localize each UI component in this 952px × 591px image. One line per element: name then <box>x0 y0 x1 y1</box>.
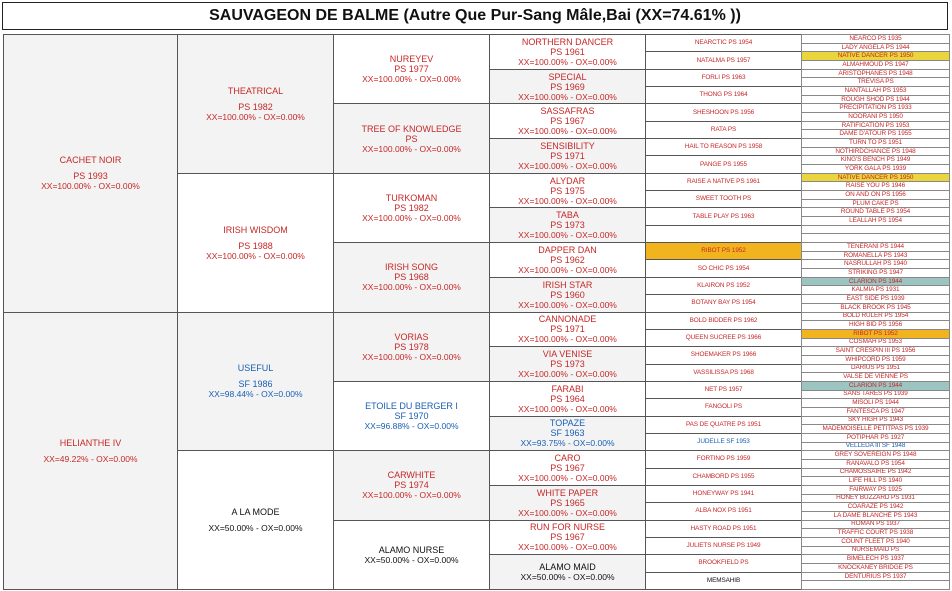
ancestor-label: JUDELLE SF 1953 <box>697 438 750 446</box>
ancestor-label: COARAZE PS 1942 <box>847 503 904 511</box>
ancestor-label: TURN TO PS 1951 <box>849 138 902 146</box>
horse-blood-line: XX=100.00% - OX=0.00% <box>362 143 461 154</box>
horse-breed-year: PS 1978 <box>394 341 429 352</box>
horse-blood-line: XX=100.00% - OX=0.00% <box>518 56 617 67</box>
ancestor-cell-gen3 <box>333 103 490 173</box>
horse-breed-year: PS 1973 <box>550 359 585 370</box>
ancestor-cell-gen4 <box>489 34 646 70</box>
ancestor-label: WHIPCORD PS 1959 <box>845 355 906 363</box>
ancestor-label: SWEET TOOTH PS <box>695 195 752 203</box>
horse-blood-line: XX=100.00% - OX=0.00% <box>518 230 617 241</box>
ancestor-cell-gen5 <box>645 537 802 555</box>
ancestor-label: VELLEDA III SF 1948 <box>845 442 906 450</box>
ancestor-cell-gen4 <box>489 69 646 105</box>
ancestor-cell-gen5 <box>645 242 802 260</box>
horse-name: NORTHERN DANCER <box>521 36 614 47</box>
ancestor-label: YORK GALA PS 1939 <box>844 164 907 172</box>
ancestor-label: RAISE A NATIVE PS 1961 <box>687 177 760 185</box>
ancestor-cell-gen4 <box>489 138 646 174</box>
ancestor-cell-gen4 <box>489 520 646 556</box>
ancestor-cell-gen4 <box>489 173 646 209</box>
horse-breed-year: PS 1962 <box>550 254 585 265</box>
ancestor-label: PANGE PS 1955 <box>700 160 747 168</box>
ancestor-cell-gen5 <box>645 346 802 364</box>
horse-name: SENSIBILITY <box>540 140 595 151</box>
horse-name: FARABI <box>551 383 584 394</box>
ancestor-cell-gen5 <box>645 155 802 173</box>
horse-breed-year: SF 1986 <box>238 379 273 390</box>
ancestor-label: DARIUS PS 1951 <box>850 364 901 372</box>
ancestor-label: BLACK BROOK PS 1945 <box>840 303 911 311</box>
ancestor-label: SANS TARES PS 1939 <box>843 390 908 398</box>
ancestor-cell-gen5 <box>645 138 802 156</box>
horse-name: THEATRICAL <box>227 85 284 96</box>
ancestor-label: DENTURIUS PS 1937 <box>844 572 907 580</box>
ancestor-label: FORTINO PS 1959 <box>696 455 751 463</box>
ancestor-cell-gen4 <box>489 103 646 139</box>
ancestor-label: SHESHOON PS 1956 <box>692 108 755 116</box>
ancestor-label: NATALMA PS 1957 <box>696 56 751 64</box>
horse-name: CANNONADE <box>538 314 597 325</box>
ancestor-cell-gen5 <box>645 520 802 538</box>
horse-name: TURKOMAN <box>385 192 438 203</box>
horse-blood-line: XX=100.00% - OX=0.00% <box>518 91 617 102</box>
horse-blood-line: XX=100.00% - OX=0.00% <box>518 126 617 137</box>
horse-name: IRISH WISDOM <box>223 224 288 235</box>
horse-blood-line: XX=100.00% - OX=0.00% <box>362 212 461 223</box>
horse-blood-line: XX=100.00% - OX=0.00% <box>362 490 461 501</box>
ancestor-label: TRAFFIC COURT PS 1938 <box>837 529 914 537</box>
horse-breed-year: PS 1974 <box>394 480 429 491</box>
ancestor-cell-gen5 <box>645 259 802 277</box>
horse-name: SPECIAL <box>548 71 587 82</box>
ancestor-label: NURSEMAID PS <box>851 546 900 554</box>
ancestor-cell-gen4 <box>489 277 646 313</box>
ancestor-label: VASSILISSA PS 1968 <box>693 368 754 376</box>
ancestor-cell-gen5 <box>645 34 802 52</box>
horse-name: ALYDAR <box>549 175 586 186</box>
ancestor-label: PLUM CAKE PS <box>852 199 899 207</box>
ancestor-cell-gen5 <box>645 225 802 243</box>
ancestor-label: ROMAN PS 1937 <box>851 520 900 528</box>
ancestor-label: TENERANI PS 1944 <box>846 242 904 250</box>
ancestor-cell-gen3 <box>333 173 490 243</box>
ancestor-label: NANTALLAH PS 1953 <box>844 86 907 94</box>
horse-name: NUREYEV <box>389 54 434 65</box>
horse-blood-line: XX=50.00% - OX=0.00% <box>520 572 615 583</box>
ancestor-label: LEALLAH PS 1954 <box>849 216 902 224</box>
ancestor-label: STRIKING PS 1947 <box>848 268 903 276</box>
horse-breed-year: PS 1967 <box>550 116 585 127</box>
horse-blood-line: XX=100.00% - OX=0.00% <box>518 299 617 310</box>
horse-name: VORIAS <box>394 331 429 342</box>
horse-name: ALAMO MAID <box>539 562 596 573</box>
ancestor-cell-gen5 <box>645 103 802 121</box>
horse-breed-year: PS 1964 <box>550 393 585 404</box>
ancestor-label: SAINT CRESPIN III PS 1956 <box>835 347 916 355</box>
ancestor-cell-gen3 <box>333 450 490 520</box>
ancestor-cell-gen2 <box>177 173 334 313</box>
horse-breed-year: PS <box>405 133 418 144</box>
ancestor-label: PRECIPITATION PS 1933 <box>839 104 912 112</box>
horse-name: USEFUL <box>237 363 274 374</box>
horse-blood-line: XX=100.00% - OX=0.00% <box>518 542 617 553</box>
ancestor-label: HASTY ROAD PS 1951 <box>690 524 757 532</box>
horse-blood-line: XX=93.75% - OX=0.00% <box>520 438 615 449</box>
ancestor-cell-gen5 <box>645 364 802 382</box>
ancestor-cell-gen2 <box>177 34 334 174</box>
ancestor-cell-gen5 <box>645 121 802 139</box>
ancestor-cell-gen4 <box>489 207 646 243</box>
ancestor-label: DAME D'ATOUR PS 1955 <box>839 130 912 138</box>
ancestor-cell-gen5 <box>645 433 802 451</box>
ancestor-label: NEARCO PS 1935 <box>849 34 902 42</box>
horse-blood-line: XX=100.00% - OX=0.00% <box>518 264 617 275</box>
ancestor-cell-gen4 <box>489 381 646 417</box>
ancestor-label: QUEEN SUCREE PS 1966 <box>685 334 762 342</box>
ancestor-label: NASRULLAH PS 1940 <box>844 260 907 268</box>
ancestor-label: EAST SIDE PS 1939 <box>846 295 905 302</box>
ancestor-label: ROMANELLA PS 1943 <box>843 251 908 259</box>
horse-blood-line: XX=100.00% - OX=0.00% <box>518 334 617 345</box>
ancestor-label: THONG PS 1964 <box>699 91 748 99</box>
ancestor-cell-gen5 <box>645 450 802 468</box>
ancestor-cell-gen4 <box>489 312 646 348</box>
ancestor-cell-gen5 <box>645 398 802 416</box>
ancestor-label: LADY ANGELA PS 1944 <box>841 43 910 51</box>
ancestor-label: FANTESCA PS 1947 <box>846 407 905 415</box>
ancestor-cell-gen2 <box>177 450 334 590</box>
ancestor-cell-gen5 <box>645 416 802 434</box>
ancestor-cell-gen5 <box>645 277 802 295</box>
ancestor-cell-gen4 <box>489 242 646 278</box>
ancestor-label: TREVISA PS <box>857 78 894 86</box>
ancestor-label: RATA PS <box>710 125 737 133</box>
ancestor-label: ALMAHMOUD PS 1947 <box>842 60 909 68</box>
ancestor-label: MEMSAHIB <box>706 576 741 584</box>
ancestor-label: HIGH BID PS 1956 <box>848 321 903 329</box>
ancestor-label: VALSE DE VIENNE PS <box>843 373 908 381</box>
horse-name: SASSAFRAS <box>540 106 595 117</box>
ancestor-label: HONEY BUZZARD PS 1931 <box>836 494 915 502</box>
ancestor-label: TABLE PLAY PS 1963 <box>692 212 755 220</box>
horse-name: HELIANTHE IV <box>59 437 122 448</box>
ancestor-label: ARISTOPHANES PS 1948 <box>838 69 913 77</box>
ancestor-label: ON AND ON PS 1956 <box>845 190 906 198</box>
horse-breed-year: PS 1967 <box>550 532 585 543</box>
ancestor-label: RIBOT PS 1952 <box>701 247 746 255</box>
ancestor-label: FAIRWAY PS 1925 <box>849 485 902 493</box>
horse-breed-year: PS 1960 <box>550 289 585 300</box>
ancestor-cell-gen5 <box>645 294 802 312</box>
horse-breed-year: PS 1975 <box>550 185 585 196</box>
horse-breed-year: SF 1970 <box>394 411 429 422</box>
horse-blood-line: XX=100.00% - OX=0.00% <box>362 282 461 293</box>
horse-name: ALAMO NURSE <box>378 544 445 555</box>
ancestor-label: KALMIA PS 1931 <box>851 286 900 294</box>
ancestor-label: KING'S BENCH PS 1949 <box>840 156 911 164</box>
ancestor-cell-gen5 <box>645 381 802 399</box>
ancestor-label: BOLD RULER PS 1954 <box>842 312 909 320</box>
ancestor-cell-gen5 <box>645 312 802 330</box>
ancestor-cell-gen6 <box>801 580 950 590</box>
horse-breed-year: PS 1973 <box>550 220 585 231</box>
ancestor-label: SO CHIC PS 1954 <box>697 264 750 272</box>
ancestor-label: CLARION PS 1944 <box>848 277 903 285</box>
horse-blood-line: XX=100.00% - OX=0.00% <box>41 181 140 192</box>
ancestor-label: PAS DE QUATRE PS 1951 <box>685 420 762 428</box>
ancestor-label: NOTHIRDCHANCE PS 1948 <box>835 147 916 155</box>
horse-name: TOPAZE <box>549 418 586 429</box>
ancestor-cell-gen3 <box>333 520 490 590</box>
ancestor-cell-gen5 <box>645 86 802 104</box>
horse-name: TABA <box>556 210 579 221</box>
ancestor-label: BOTANY BAY PS 1954 <box>691 299 756 307</box>
horse-breed-year: PS 1971 <box>550 150 585 161</box>
ancestor-label: HAIL TO REASON PS 1958 <box>684 143 763 151</box>
horse-breed-year: PS 1968 <box>394 272 429 283</box>
ancestor-cell-gen3 <box>333 381 490 451</box>
ancestor-label: POTIPHAR PS 1927 <box>846 433 905 441</box>
horse-name: CARO <box>554 453 581 464</box>
horse-name: RUN FOR NURSE <box>529 522 605 533</box>
horse-blood-line: XX=100.00% - OX=0.00% <box>362 351 461 362</box>
ancestor-cell-gen4 <box>489 554 646 590</box>
ancestor-label: RANAVALO PS 1954 <box>846 459 905 467</box>
horse-blood-line: XX=96.88% - OX=0.00% <box>364 421 459 432</box>
horse-blood-line: XX=100.00% - OX=0.00% <box>206 111 305 122</box>
ancestor-label: HONEYWAY PS 1941 <box>692 490 755 498</box>
ancestor-label: RIBOT PS 1952 <box>853 329 898 337</box>
ancestor-cell-gen3 <box>333 34 490 104</box>
page-title: SAUVAGEON DE BALME (Autre Que Pur-Sang Mâle,Bai (XX=74.61% )) <box>2 2 948 30</box>
horse-name: DAPPER DAN <box>538 244 597 255</box>
horse-breed-year: SF 1963 <box>550 428 585 439</box>
horse-name: IRISH STAR <box>542 279 593 290</box>
ancestor-cell-gen4 <box>489 346 646 382</box>
horse-blood-line: XX=98.44% - OX=0.00% <box>208 389 303 400</box>
horse-breed-year: PS 1993 <box>73 171 108 182</box>
horse-breed-year: PS 1965 <box>550 497 585 508</box>
horse-breed-year: PS 1969 <box>550 81 585 92</box>
ancestor-label: CHAMOSSAIRE PS 1942 <box>839 468 912 476</box>
horse-blood-line: XX=100.00% - OX=0.00% <box>518 195 617 206</box>
ancestor-cell-gen2 <box>177 312 334 452</box>
horse-blood-line: XX=50.00% - OX=0.00% <box>364 554 459 565</box>
ancestor-cell-gen5 <box>645 468 802 486</box>
horse-blood-line: XX=100.00% - OX=0.00% <box>518 160 617 171</box>
ancestor-label: FANGOLI PS <box>704 403 742 411</box>
ancestor-label: BIMELECH PS 1937 <box>846 555 905 563</box>
ancestor-label: CHAMBORD PS 1955 <box>692 472 755 480</box>
horse-blood-line: XX=100.00% - OX=0.00% <box>518 473 617 484</box>
ancestor-cell-gen5 <box>645 69 802 87</box>
ancestor-cell-gen1 <box>3 312 178 591</box>
horse-name: TREE OF KNOWLEDGE <box>361 123 462 134</box>
horse-name: CARWHITE <box>387 470 436 481</box>
ancestor-label: LIFE HILL PS 1940 <box>848 477 903 485</box>
ancestor-cell-gen5 <box>645 173 802 191</box>
ancestor-label: ALBA NOX PS 1951 <box>695 507 752 515</box>
horse-blood-line: XX=49.22% - OX=0.00% <box>43 453 138 464</box>
ancestor-label: ROUGH SHOD PS 1944 <box>841 95 910 103</box>
ancestor-cell-gen4 <box>489 416 646 452</box>
ancestor-cell-gen1 <box>3 34 178 313</box>
horse-breed-year: PS 1988 <box>238 240 273 251</box>
horse-breed-year: PS 1982 <box>394 202 429 213</box>
ancestor-cell-gen3 <box>333 242 490 312</box>
horse-blood-line: XX=100.00% - OX=0.00% <box>362 74 461 85</box>
ancestor-cell-gen5 <box>645 554 802 572</box>
horse-blood-line: XX=100.00% - OX=0.00% <box>206 250 305 261</box>
ancestor-cell-gen3 <box>333 312 490 382</box>
horse-blood-line: XX=100.00% - OX=0.00% <box>518 403 617 414</box>
ancestor-label: ROUND TABLE PS 1954 <box>840 208 911 216</box>
ancestor-label: COUNT FLEET PS 1940 <box>841 537 910 545</box>
ancestor-cell-gen5 <box>645 485 802 503</box>
ancestor-label: BOLD BIDDER PS 1962 <box>689 316 758 324</box>
ancestor-label: NET PS 1957 <box>704 386 743 394</box>
horse-name: A LA MODE <box>231 507 280 518</box>
ancestor-label: KNOCKANEY BRIDGE PS <box>838 563 913 571</box>
ancestor-label: NATIVE DANCER PS 1950 <box>837 173 914 181</box>
ancestor-label: GREY SOVEREIGN PS 1948 <box>834 451 917 459</box>
ancestor-label: MISOLI PS 1944 <box>852 399 899 407</box>
ancestor-label: BROOKFIELD PS <box>698 559 749 567</box>
ancestor-cell-gen5 <box>645 207 802 225</box>
horse-breed-year: PS 1982 <box>238 101 273 112</box>
ancestor-label: RATIFICATION PS 1953 <box>841 121 910 129</box>
ancestor-label: MADEMOISELLE PETITPAS PS 1939 <box>822 425 929 433</box>
ancestor-label: SKY HIGH PS 1943 <box>847 416 904 424</box>
ancestor-cell-gen4 <box>489 485 646 521</box>
ancestor-cell-gen5 <box>645 329 802 347</box>
horse-breed-year: PS 1961 <box>550 46 585 57</box>
ancestor-cell-gen5 <box>645 572 802 590</box>
ancestor-label: RAISE YOU PS 1946 <box>845 182 906 190</box>
horse-name: ETOILE DU BERGER I <box>365 401 458 412</box>
horse-name: VIA VENISE <box>542 349 593 360</box>
ancestor-cell-gen5 <box>645 51 802 69</box>
horse-name: WHITE PAPER <box>536 487 599 498</box>
ancestor-label: NEARCTIC PS 1954 <box>694 39 753 47</box>
ancestor-label: NOORANI PS 1950 <box>848 112 903 120</box>
ancestor-label: COSMAH PS 1953 <box>849 338 902 346</box>
ancestor-label: FORLI PS 1963 <box>701 73 746 81</box>
ancestor-cell-gen5 <box>645 190 802 208</box>
ancestor-label: NATIVE DANCER PS 1950 <box>837 52 914 60</box>
ancestor-label: SHOEMAKER PS 1966 <box>690 351 757 359</box>
horse-name: CACHET NOIR <box>59 155 122 166</box>
ancestor-label: CLARION PS 1944 <box>848 381 903 389</box>
horse-breed-year: PS 1971 <box>550 324 585 335</box>
horse-blood-line: XX=50.00% - OX=0.00% <box>208 523 303 534</box>
horse-breed-year: PS 1977 <box>394 64 429 75</box>
ancestor-cell-gen4 <box>489 450 646 486</box>
ancestor-cell-gen5 <box>645 502 802 520</box>
ancestor-label: KLAIRON PS 1952 <box>697 281 750 289</box>
ancestor-label: JULIETS NURSE PS 1949 <box>686 542 761 550</box>
horse-blood-line: XX=100.00% - OX=0.00% <box>518 507 617 518</box>
ancestor-label: LA DAME BLANCHE PS 1943 <box>833 511 918 519</box>
horse-breed-year: PS 1967 <box>550 463 585 474</box>
horse-blood-line: XX=100.00% - OX=0.00% <box>518 369 617 380</box>
horse-name: IRISH SONG <box>384 262 438 273</box>
